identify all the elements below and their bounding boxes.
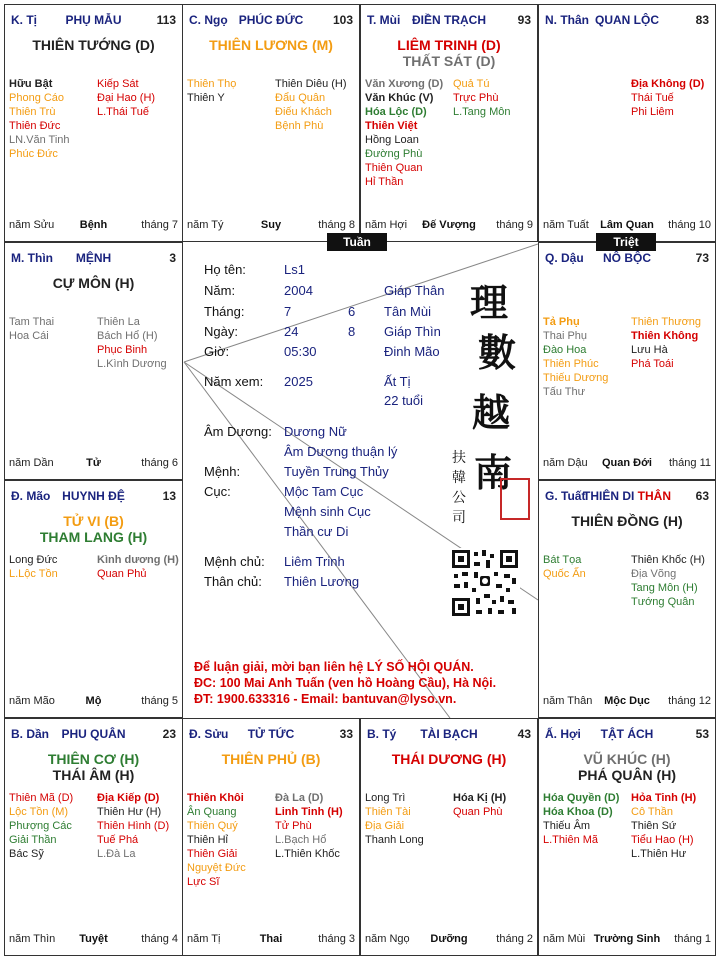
major-stars: [5, 275, 182, 291]
palace-dau[interactable]: [538, 242, 716, 480]
minor-star: Thiên Khôi: [187, 792, 244, 804]
minor-stars-right: [453, 791, 506, 819]
palace-year: năm Hợi: [365, 219, 408, 231]
than-chu-value: Thiên Lương: [284, 574, 360, 589]
palace-number: 93: [517, 13, 531, 27]
minor-stars-right: [631, 315, 701, 371]
palace-number: 83: [695, 13, 709, 27]
minor-star: Bệnh Phù: [275, 120, 324, 132]
palace-header: [545, 251, 709, 267]
minor-star: Thiên Sứ: [631, 820, 677, 832]
minor-star: Hỉ Thần: [365, 176, 404, 188]
major-stars: [183, 751, 359, 767]
palace-month: tháng 8: [318, 219, 355, 231]
palace-stem-branch: Q. Dậu: [545, 251, 584, 265]
palace-month: tháng 9: [496, 219, 533, 231]
am-duong-value: Dương Nữ: [284, 424, 347, 439]
palace-year: năm Mão: [9, 695, 55, 707]
center-info-panel: [182, 242, 538, 718]
menh-value: Tuyền Trung Thủy: [284, 464, 389, 479]
nam-xem-label: Năm xem:: [204, 374, 264, 389]
palace-ngo[interactable]: [182, 4, 360, 242]
palace-name: PHỤ MẪU: [65, 13, 122, 27]
minor-star: L.Lộc Tồn: [9, 568, 58, 580]
minor-star: L.Thiên Hư: [631, 848, 687, 860]
minor-star: Nguyệt Đức: [187, 862, 246, 874]
palace-header: [545, 13, 709, 29]
menh-chu-label: Mệnh chủ:: [204, 554, 265, 569]
minor-star: Tuế Phá: [97, 834, 139, 846]
minor-star: Hữu Bật: [9, 78, 53, 90]
palace-mao[interactable]: [4, 480, 183, 718]
palace-header: [11, 727, 176, 743]
minor-star: Địa Giải: [365, 820, 405, 832]
minor-star: Thiên Thương: [631, 316, 702, 328]
major-star: THIÊN LƯƠNG (M): [209, 37, 333, 53]
palace-month: tháng 10: [668, 219, 711, 231]
palace-footer: [365, 219, 533, 233]
minor-star: Thiên Quý: [187, 820, 238, 832]
palace-stage: Suy: [260, 219, 282, 231]
palace-ty2[interactable]: [360, 718, 538, 956]
palace-month: tháng 4: [141, 933, 178, 945]
palace-footer: [543, 695, 711, 709]
minor-star: Thiên Y: [187, 92, 225, 104]
palace-stage: Dưỡng: [430, 933, 468, 945]
palace-stem-branch: G. Tuất: [545, 489, 586, 503]
tuoi-value: 22 tuổi: [384, 393, 424, 408]
minor-stars-right: [275, 77, 347, 133]
palace-year: năm Tý: [187, 219, 224, 231]
minor-star: Phúc Đức: [9, 148, 58, 160]
minor-star: Tử Phù: [275, 820, 312, 832]
minor-star: Trực Phù: [453, 92, 499, 104]
minor-star: Cô Thần: [631, 806, 673, 818]
palace-header: [11, 251, 176, 267]
minor-star: Hóa Lộc (D): [365, 106, 427, 118]
minor-star: Thiên Đức: [9, 120, 61, 132]
minor-star: L.Bạch Hổ: [275, 834, 327, 846]
minor-star: Long Đức: [9, 554, 58, 566]
minor-star: Hỏa Tinh (H): [631, 792, 697, 804]
am-duong-label: Âm Dương:: [204, 424, 272, 439]
cuc-label: Cục:: [204, 484, 231, 499]
palace-name: THIÊN DI THÂN: [582, 489, 671, 503]
major-stars: [361, 751, 537, 767]
contact-line-2: ĐC: 100 Mai Anh Tuấn (ven hồ Hoàng Cầu), Hà Nội.: [194, 676, 497, 690]
minor-star: Hóa Khoa (D): [543, 806, 613, 818]
minor-star: L.Kình Dương: [97, 358, 167, 370]
minor-star: Thiên Phúc: [543, 358, 599, 370]
minor-stars-left: [365, 791, 424, 847]
palace-footer: [9, 219, 178, 233]
minor-stars-right: [97, 791, 169, 861]
palace-stage: Quan Đới: [602, 457, 652, 469]
gio-label: Giờ:: [204, 344, 230, 359]
palace-year: năm Sửu: [9, 219, 55, 231]
palace-stem-branch: Đ. Mão: [11, 489, 51, 503]
palace-tuat[interactable]: [538, 480, 716, 718]
major-star: THIÊN PHỦ (B): [221, 751, 321, 767]
minor-star: Thiên Hỉ: [187, 834, 228, 846]
minor-star: Kiếp Sát: [97, 78, 139, 90]
minor-star: Phá Toái: [631, 358, 674, 370]
major-star: TỬ VI (B): [63, 513, 124, 529]
minor-star: Bát Tọa: [543, 554, 582, 566]
minor-star: Tiểu Hao (H): [631, 834, 694, 846]
palace-year: năm Dậu: [543, 457, 588, 469]
minor-star: Long Trì: [365, 792, 406, 804]
palace-year: năm Thân: [543, 695, 593, 707]
minor-stars-left: [9, 553, 58, 581]
major-star: THÁI DƯƠNG (H): [391, 751, 507, 767]
palace-name: PHÚC ĐỨC: [238, 13, 304, 27]
minor-star: Lưu Hà: [631, 344, 668, 356]
palace-month: tháng 11: [668, 457, 711, 469]
major-stars: [5, 37, 182, 53]
calligraphy-small-3: 公: [452, 490, 466, 506]
palace-stage: Bệnh: [79, 219, 108, 231]
palace-month: tháng 3: [318, 933, 355, 945]
palace-number: 73: [695, 251, 709, 265]
minor-stars-right: [453, 77, 510, 119]
minor-star: Hóa Kị (H): [453, 792, 507, 804]
palace-month: tháng 1: [674, 933, 711, 945]
palace-month: tháng 2: [496, 933, 533, 945]
minor-stars-left: [187, 77, 236, 105]
palace-year: năm Mùi: [543, 933, 586, 945]
calligraphy-char-1: 理: [470, 280, 509, 325]
palace-stage: Lâm Quan: [600, 219, 654, 231]
minor-star: Đào Hoa: [543, 344, 587, 356]
major-star: THÁI ÂM (H): [52, 767, 135, 783]
palace-number: 103: [332, 13, 353, 27]
palace-name: PHU QUÂN: [61, 727, 126, 741]
contact-line-1: Để luận giải, mời bạn liên hệ LÝ SỐ HỘI QUÁN.: [194, 660, 474, 674]
minor-star: Phục Binh: [97, 344, 148, 356]
major-stars: [361, 37, 537, 69]
minor-star: Giải Thần: [9, 834, 57, 846]
major-star: VŨ KHÚC (H): [583, 751, 671, 767]
minor-star: Hồng Loan: [365, 134, 419, 146]
minor-star: Đại Hao (H): [97, 92, 156, 104]
palace-footer: [365, 933, 533, 947]
minor-star: Hoa Cái: [9, 330, 49, 342]
minor-stars-right: [97, 315, 167, 371]
palace-month: tháng 5: [141, 695, 178, 707]
minor-stars-left: [543, 791, 619, 847]
minor-star: L.Thái Tuế: [97, 106, 149, 118]
calligraphy-small-4: 司: [452, 510, 466, 526]
minor-star: Tả Phụ: [543, 316, 580, 328]
palace-name: TÀI BẠCH: [420, 727, 478, 741]
minor-stars-right: [631, 553, 705, 609]
minor-stars-right: [631, 77, 704, 119]
thang-can-chi: Tân Mùi: [384, 304, 431, 319]
minor-star: Thiên Diêu (H): [275, 78, 347, 90]
palace-stage: Đế Vượng: [422, 219, 476, 231]
minor-stars-right: [631, 791, 696, 861]
minor-star: Thiên Khốc (H): [631, 554, 705, 566]
palace-stage: Tuyệt: [79, 933, 108, 945]
minor-star: Quan Phù: [453, 806, 503, 818]
minor-stars-right: [97, 553, 179, 581]
palace-stem-branch: C. Ngọ: [189, 13, 228, 27]
ngay-value: 24: [284, 324, 299, 339]
palace-footer: [543, 457, 711, 471]
major-star: CỰ MÔN (H): [52, 275, 135, 291]
palace-stage: Trường Sinh: [593, 933, 661, 945]
palace-number: 113: [156, 13, 176, 27]
palace-name: HUYNH ĐỆ: [62, 489, 125, 503]
nam-xem-can-chi: Ất Tị: [384, 374, 411, 389]
calligraphy-char-4: 南: [474, 450, 513, 495]
minor-star: Thái Tuế: [631, 92, 674, 104]
palace-footer: [9, 695, 178, 709]
minor-stars-right: [275, 791, 343, 861]
minor-star: L.Tang Môn: [453, 106, 511, 118]
minor-star: Đường Phù: [365, 148, 423, 160]
palace-dan[interactable]: [4, 718, 183, 956]
minor-stars-left: [543, 315, 608, 399]
minor-stars-left: [365, 77, 443, 189]
cuc-note-2: Thần cư Di: [284, 524, 349, 539]
minor-star: Văn Xương (D): [365, 78, 444, 90]
minor-star: Thai Phụ: [543, 330, 588, 342]
palace-month: tháng 6: [141, 457, 178, 469]
palace-year: năm Thìn: [9, 933, 56, 945]
contact-line-3: ĐT: 1900.633316 - Email: bantuvan@lyso.vn.: [194, 692, 457, 706]
palace-stem-branch: B. Dần: [11, 727, 50, 741]
palace-year: năm Dần: [9, 457, 54, 469]
minor-star: Phượng Các: [9, 820, 72, 832]
triet-label: Triệt: [596, 233, 656, 251]
palace-name: NÔ BỘC: [603, 251, 651, 265]
major-star: THIÊN TƯỚNG (D): [32, 37, 155, 53]
thang-am-value: 6: [348, 304, 356, 319]
minor-star: Ân Quang: [187, 806, 237, 818]
minor-star: Phong Cáo: [9, 92, 65, 104]
palace-stage: Tử: [86, 457, 101, 469]
minor-star: Quả Tú: [453, 78, 490, 90]
minor-star: L.Đà La: [97, 848, 136, 860]
calligraphy-char-3: 越: [472, 390, 511, 435]
minor-star: Thiên Hình (D): [97, 820, 170, 832]
palace-name: QUAN LỘC: [595, 13, 659, 27]
minor-star: Thiên Tài: [365, 806, 411, 818]
minor-star: Kình dương (H): [97, 554, 179, 566]
palace-number: 33: [339, 727, 353, 741]
ngay-am-value: 8: [348, 324, 356, 339]
minor-star: Quốc Ấn: [543, 568, 586, 580]
minor-star: Linh Tinh (H): [275, 806, 343, 818]
palace-stage: Mộ: [85, 695, 102, 707]
minor-star: L.Thiên Mã: [543, 834, 599, 846]
palace-stem-branch: Ấ. Hợi: [545, 727, 581, 741]
red-seal-stamp: [500, 478, 530, 520]
calligraphy-char-2: 數: [478, 330, 517, 375]
palace-name: TẬT ÁCH: [600, 727, 654, 741]
palace-header: [545, 727, 709, 743]
than-marker: THÂN: [637, 489, 671, 503]
thang-value: 7: [284, 304, 292, 319]
nam-value: 2004: [284, 283, 313, 298]
qr-code-image: [450, 548, 520, 618]
minor-star: Thiên Hư (H): [97, 806, 162, 818]
minor-star: Lực Sĩ: [187, 876, 220, 888]
major-star: PHÁ QUÂN (H): [578, 767, 676, 783]
minor-star: Đẩu Quân: [275, 92, 326, 104]
palace-number: 53: [695, 727, 709, 741]
minor-star: Địa Kiếp (D): [97, 792, 160, 804]
palace-header: [545, 489, 709, 505]
palace-hoi[interactable]: [538, 718, 716, 956]
minor-stars-left: [187, 791, 246, 889]
palace-stem-branch: T. Mùi: [367, 13, 401, 27]
palace-header: [189, 727, 353, 743]
palace-footer: [187, 933, 355, 947]
minor-star: Tang Môn (H): [631, 582, 698, 594]
minor-star: Hóa Quyền (D): [543, 792, 620, 804]
major-star: THAM LANG (H): [39, 529, 148, 545]
major-stars: [539, 751, 715, 783]
palace-number: 63: [695, 489, 709, 503]
minor-star: Thiên Trù: [9, 106, 56, 118]
than-chu-label: Thân chủ:: [204, 574, 262, 589]
minor-star: Thiên Quan: [365, 162, 423, 174]
minor-star: Thiên Mã (D): [9, 792, 74, 804]
major-stars: [183, 37, 359, 53]
minor-star: Lộc Tồn (M): [9, 806, 69, 818]
palace-stem-branch: B. Tý: [367, 727, 397, 741]
menh-label: Mệnh:: [204, 464, 241, 479]
palace-footer: [187, 219, 355, 233]
minor-star: L.Thiên Khốc: [275, 848, 340, 860]
palace-stage: Mộc Dục: [604, 695, 650, 707]
minor-star: Địa Võng: [631, 568, 677, 580]
palace-footer: [9, 457, 178, 471]
major-stars: [5, 513, 182, 545]
minor-stars-left: [543, 553, 586, 581]
major-star: THẤT SÁT (D): [402, 53, 496, 69]
palace-footer: [9, 933, 178, 947]
palace-footer: [543, 219, 711, 233]
palace-header: [367, 13, 531, 29]
nam-can-chi: Giáp Thân: [384, 283, 445, 298]
palace-mui[interactable]: [360, 4, 538, 242]
minor-star: Tướng Quân: [631, 596, 695, 608]
minor-star: Thiếu Âm: [543, 820, 591, 832]
palace-stage: Thai: [259, 933, 283, 945]
palace-year: năm Tuất: [543, 219, 589, 231]
minor-star: Bác Sỹ: [9, 848, 44, 860]
minor-stars-right: [97, 77, 155, 119]
palace-number: 3: [169, 251, 176, 265]
palace-month: tháng 7: [141, 219, 178, 231]
minor-stars-left: [9, 791, 73, 861]
calligraphy-small-2: 韓: [452, 470, 466, 486]
minor-star: Địa Không (D): [631, 78, 705, 90]
palace-name: ĐIỀN TRẠCH: [412, 13, 486, 27]
minor-star: Văn Khúc (V): [365, 92, 434, 104]
minor-stars-left: [9, 315, 54, 343]
calligraphy-small-1: 扶: [452, 450, 466, 466]
palace-ty[interactable]: [4, 4, 183, 242]
palace-footer: [543, 933, 711, 947]
ho-ten-value: Ls1: [284, 262, 305, 277]
minor-stars-left: [9, 77, 70, 161]
gio-value: 05:30: [284, 344, 317, 359]
minor-star: Thiên Không: [631, 330, 699, 342]
palace-than[interactable]: [538, 4, 716, 242]
palace-stem-branch: N. Thân: [545, 13, 589, 27]
palace-stem-branch: Đ. Sửu: [189, 727, 229, 741]
minor-star: Thiên Giải: [187, 848, 238, 860]
menh-chu-value: Liêm Trinh: [284, 554, 345, 569]
am-duong-note: Âm Dương thuận lý: [284, 444, 398, 459]
minor-star: Thiên Việt: [365, 120, 418, 132]
nam-xem-value: 2025: [284, 374, 313, 389]
major-star: THIÊN ĐỒNG (H): [571, 513, 683, 529]
palace-number: 23: [162, 727, 176, 741]
thang-label: Tháng:: [204, 304, 245, 319]
palace-header: [367, 727, 531, 743]
palace-header: [11, 489, 176, 505]
minor-star: Thiếu Dương: [543, 372, 609, 384]
cuc-note-1: Mệnh sinh Cục: [284, 504, 371, 519]
palace-number: 43: [517, 727, 531, 741]
palace-name: TỬ TỨC: [247, 727, 295, 741]
minor-star: Đà La (D): [275, 792, 324, 804]
palace-thin[interactable]: [4, 242, 183, 480]
palace-year: năm Tị: [187, 933, 221, 945]
major-star: LIÊM TRINH (D): [397, 37, 501, 53]
minor-star: Bách Hổ (H): [97, 330, 158, 342]
palace-number: 13: [162, 489, 176, 503]
minor-star: Thanh Long: [365, 834, 424, 846]
minor-star: Thiên Thọ: [187, 78, 237, 90]
nam-label: Năm:: [204, 283, 236, 298]
ngay-can-chi: Giáp Thìn: [384, 324, 441, 339]
minor-star: Phi Liêm: [631, 106, 674, 118]
major-star: THIÊN CƠ (H): [47, 751, 140, 767]
minor-star: Thiên La: [97, 316, 140, 328]
palace-stem-branch: M. Thìn: [11, 251, 53, 265]
tuan-label: Tuần: [327, 233, 387, 251]
palace-stem-branch: K. Tị: [11, 13, 37, 27]
minor-star: Tấu Thư: [543, 386, 586, 398]
ngay-label: Ngày:: [204, 324, 238, 339]
palace-header: [189, 13, 353, 29]
minor-star: Quan Phủ: [97, 568, 147, 580]
gio-can-chi: Đinh Mão: [384, 344, 440, 359]
palace-name: MỆNH: [75, 251, 112, 265]
ho-ten-label: Họ tên:: [204, 262, 246, 277]
palace-year: năm Ngọ: [365, 933, 410, 945]
major-stars: [539, 513, 715, 529]
cuc-value: Mộc Tam Cục: [284, 484, 364, 499]
palace-suu[interactable]: [182, 718, 360, 956]
palace-header: [11, 13, 176, 29]
palace-month: tháng 12: [668, 695, 711, 707]
minor-star: LN.Văn Tinh: [9, 134, 70, 146]
minor-star: Điếu Khách: [275, 106, 332, 118]
minor-star: Tam Thai: [9, 316, 55, 328]
major-stars: [5, 751, 182, 783]
